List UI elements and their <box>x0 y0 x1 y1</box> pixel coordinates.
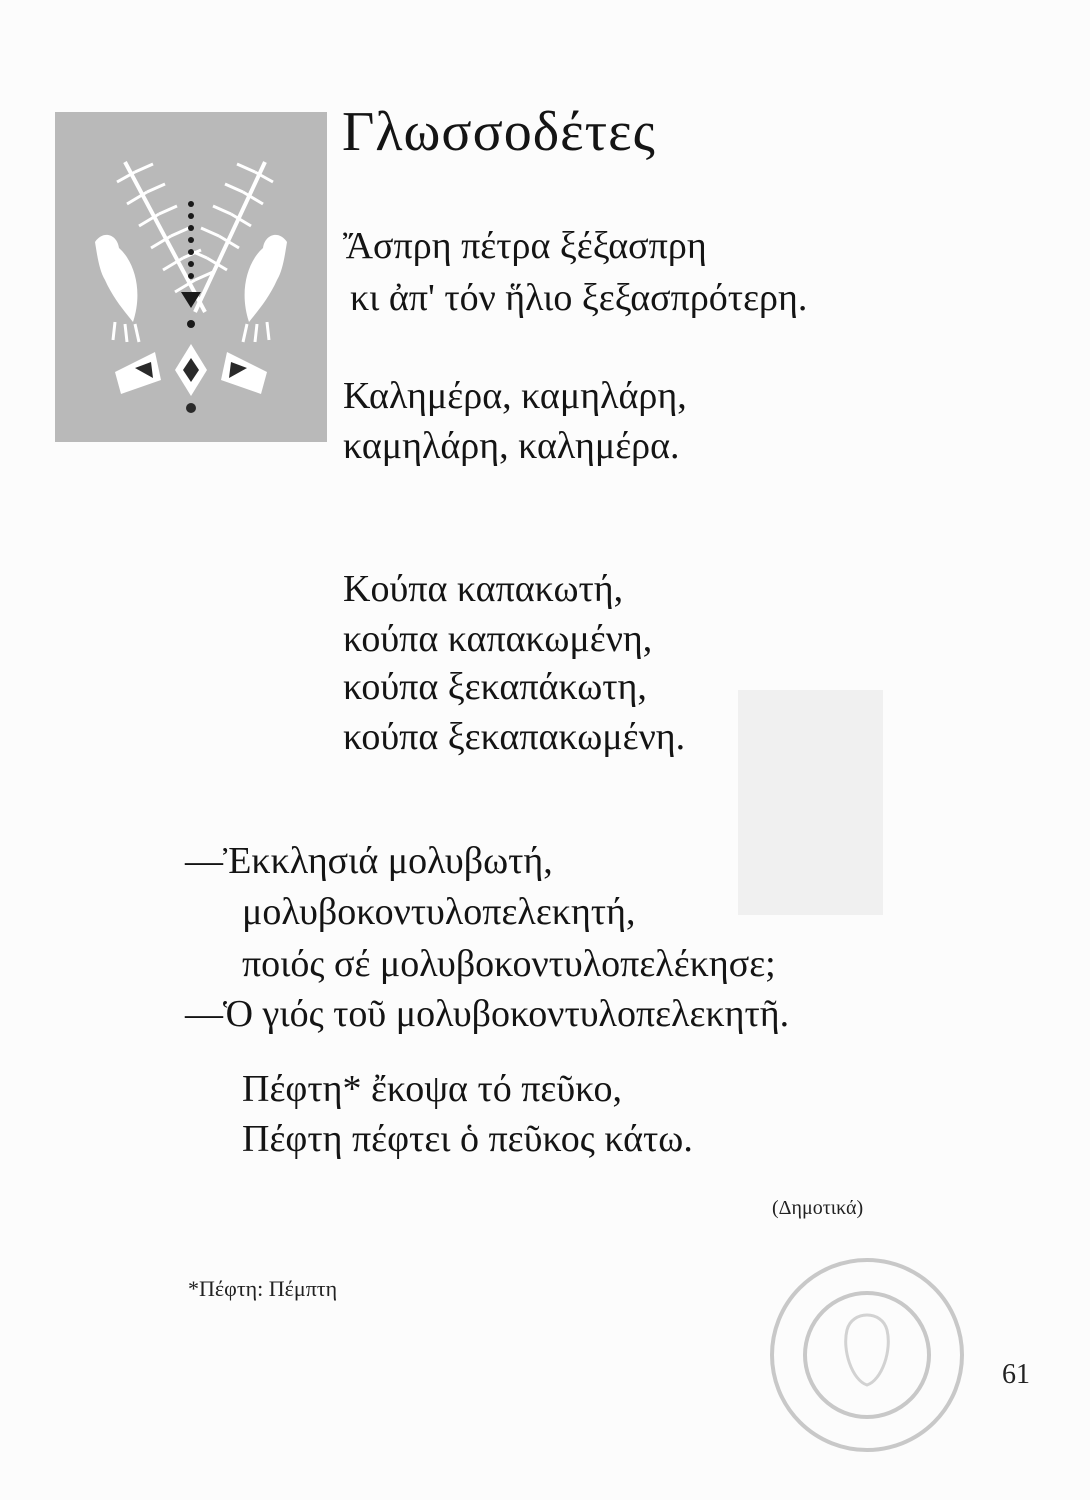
poem-line: Κούπα καπακωτή, <box>343 568 624 610</box>
bleed-through-image <box>738 690 883 915</box>
poem-title: Γλωσσοδέτες <box>342 101 656 163</box>
library-stamp <box>752 1250 982 1460</box>
poem-line: κούπα ξεκαπάκωτη, <box>343 666 647 708</box>
ornament-icon <box>55 112 327 442</box>
poem-line: Πέφτη* ἔκοψα τό πεῦκο, <box>242 1068 622 1110</box>
bird-and-feather-ornament <box>55 112 327 442</box>
poem-line: κούπα καπακωμένη, <box>343 618 653 660</box>
poem-line: ποιός σέ μολυβοκοντυλοπελέκησε; <box>242 943 776 985</box>
poem-line: Καλημέρα, καμηλάρη, <box>343 375 687 417</box>
poem-line: Πέφτη πέφτει ὁ πεῦκος κάτω. <box>242 1118 693 1160</box>
poem-line: κούπα ξεκαπακωμένη. <box>343 716 686 758</box>
stamp-icon <box>752 1250 982 1460</box>
poem-line: μολυβοκοντυλοπελεκητή, <box>242 891 636 933</box>
poem-line: καμηλάρη, καλημέρα. <box>343 425 680 467</box>
poem-line: κι ἀπ' τόν ἥλιο ξεξασπρότερη. <box>350 277 808 319</box>
poem-line: —Ὁ γιός τοῦ μολυβοκοντυλοπελεκητῆ. <box>185 993 790 1035</box>
poem-line: Ἄσπρη πέτρα ξέξασπρη <box>343 225 707 267</box>
source-attribution: (Δημοτικά) <box>772 1197 864 1219</box>
poem-line: —Ἐκκλησιά μολυβωτή, <box>185 840 553 882</box>
page-number: 61 <box>1002 1359 1030 1390</box>
footnote: *Πέφτη: Πέμπτη <box>188 1276 338 1301</box>
